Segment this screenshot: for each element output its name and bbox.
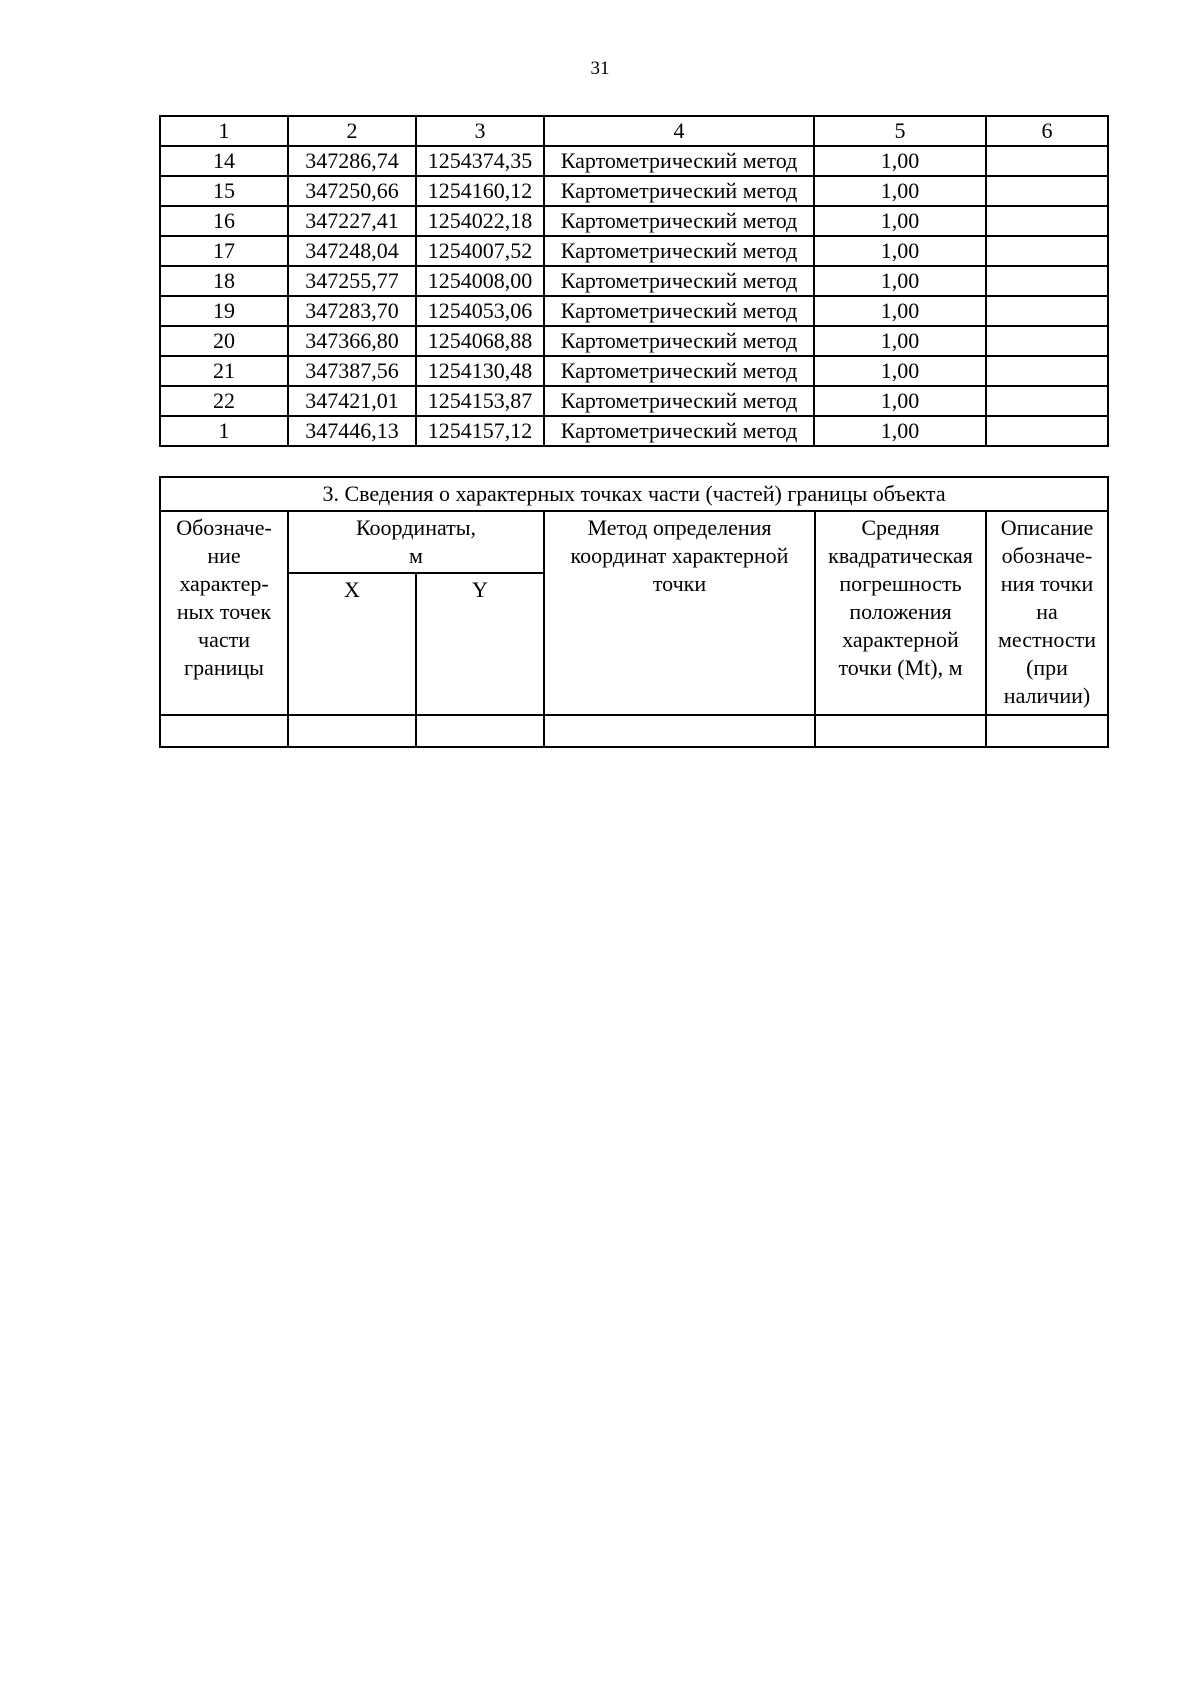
method-cell: Картометрический метод	[544, 386, 814, 416]
x-cell: 347421,01	[288, 386, 416, 416]
table-row	[160, 206, 1108, 236]
x-cell: 347387,56	[288, 356, 416, 386]
table-row	[160, 416, 1108, 446]
section-title-row	[160, 477, 1108, 511]
mt-cell: 1,00	[814, 356, 986, 386]
y-cell: 1254157,12	[416, 416, 544, 446]
y-cell: 1254160,12	[416, 176, 544, 206]
point-cell: 14	[160, 146, 288, 176]
section3-table	[159, 476, 1109, 748]
table-row	[160, 296, 1108, 326]
empty-cell	[544, 715, 815, 747]
column-number-cell: 4	[544, 116, 814, 146]
method-cell: Картометрический метод	[544, 416, 814, 446]
point-cell: 1	[160, 416, 288, 446]
column-number-cell: 5	[814, 116, 986, 146]
x-cell: 347255,77	[288, 266, 416, 296]
description-cell	[986, 356, 1108, 386]
mt-cell: 1,00	[814, 146, 986, 176]
x-cell: 347227,41	[288, 206, 416, 236]
header-point-designation: Обозначе- ние характер- ных точек части границы	[160, 511, 288, 715]
y-cell: 1254068,88	[416, 326, 544, 356]
description-cell	[986, 236, 1108, 266]
description-cell	[986, 176, 1108, 206]
mt-cell: 1,00	[814, 386, 986, 416]
mt-cell: 1,00	[814, 416, 986, 446]
y-cell: 1254153,87	[416, 386, 544, 416]
column-number-cell: 3	[416, 116, 544, 146]
point-cell: 18	[160, 266, 288, 296]
method-cell: Картометрический метод	[544, 326, 814, 356]
x-cell: 347283,70	[288, 296, 416, 326]
mt-cell: 1,00	[814, 236, 986, 266]
section-empty-row	[160, 715, 1108, 747]
description-cell	[986, 326, 1108, 356]
point-cell: 20	[160, 326, 288, 356]
y-cell: 1254022,18	[416, 206, 544, 236]
method-cell: Картометрический метод	[544, 296, 814, 326]
column-number-cell: 1	[160, 116, 288, 146]
y-cell: 1254007,52	[416, 236, 544, 266]
mt-cell: 1,00	[814, 206, 986, 236]
method-cell: Картометрический метод	[544, 176, 814, 206]
table-row	[160, 266, 1108, 296]
empty-cell	[160, 715, 288, 747]
column-number-cell: 6	[986, 116, 1108, 146]
x-cell: 347446,13	[288, 416, 416, 446]
empty-cell	[416, 715, 544, 747]
y-cell: 1254130,48	[416, 356, 544, 386]
table-row	[160, 236, 1108, 266]
method-cell: Картометрический метод	[544, 206, 814, 236]
mt-cell: 1,00	[814, 266, 986, 296]
header-y: Y	[416, 573, 544, 715]
header-description: Описание обозначе- ния точки на местности (при наличии)	[986, 511, 1108, 715]
header-x: X	[288, 573, 416, 715]
empty-cell	[288, 715, 416, 747]
method-cell: Картометрический метод	[544, 236, 814, 266]
section-title: 3. Сведения о характерных точках части (частей) границы объекта	[160, 477, 1108, 511]
point-cell: 17	[160, 236, 288, 266]
mt-cell: 1,00	[814, 176, 986, 206]
mt-cell: 1,00	[814, 326, 986, 356]
table-row	[160, 176, 1108, 206]
point-cell: 22	[160, 386, 288, 416]
coordinates-table	[159, 115, 1109, 447]
x-cell: 347250,66	[288, 176, 416, 206]
table-row	[160, 326, 1108, 356]
header-method: Метод определения координат характерной точки	[544, 511, 815, 715]
point-cell: 21	[160, 356, 288, 386]
point-cell: 15	[160, 176, 288, 206]
description-cell	[986, 206, 1108, 236]
y-cell: 1254374,35	[416, 146, 544, 176]
table-row	[160, 146, 1108, 176]
table-row	[160, 386, 1108, 416]
header-coordinates: Координаты, м	[288, 511, 544, 573]
column-number-cell: 2	[288, 116, 416, 146]
table-row	[160, 356, 1108, 386]
description-cell	[986, 296, 1108, 326]
x-cell: 347366,80	[288, 326, 416, 356]
method-cell: Картометрический метод	[544, 266, 814, 296]
description-cell	[986, 146, 1108, 176]
column-number-row	[160, 116, 1108, 146]
method-cell: Картометрический метод	[544, 356, 814, 386]
description-cell	[986, 266, 1108, 296]
page-number: 31	[590, 58, 610, 79]
x-cell: 347286,74	[288, 146, 416, 176]
y-cell: 1254053,06	[416, 296, 544, 326]
header-mt: Средняя квадратическая погрешность положения характерной точки (Mt), м	[815, 511, 986, 715]
method-cell: Картометрический метод	[544, 146, 814, 176]
description-cell	[986, 386, 1108, 416]
empty-cell	[815, 715, 986, 747]
x-cell: 347248,04	[288, 236, 416, 266]
description-cell	[986, 416, 1108, 446]
section-header-row	[160, 511, 1108, 573]
mt-cell: 1,00	[814, 296, 986, 326]
point-cell: 16	[160, 206, 288, 236]
y-cell: 1254008,00	[416, 266, 544, 296]
point-cell: 19	[160, 296, 288, 326]
empty-cell	[986, 715, 1108, 747]
